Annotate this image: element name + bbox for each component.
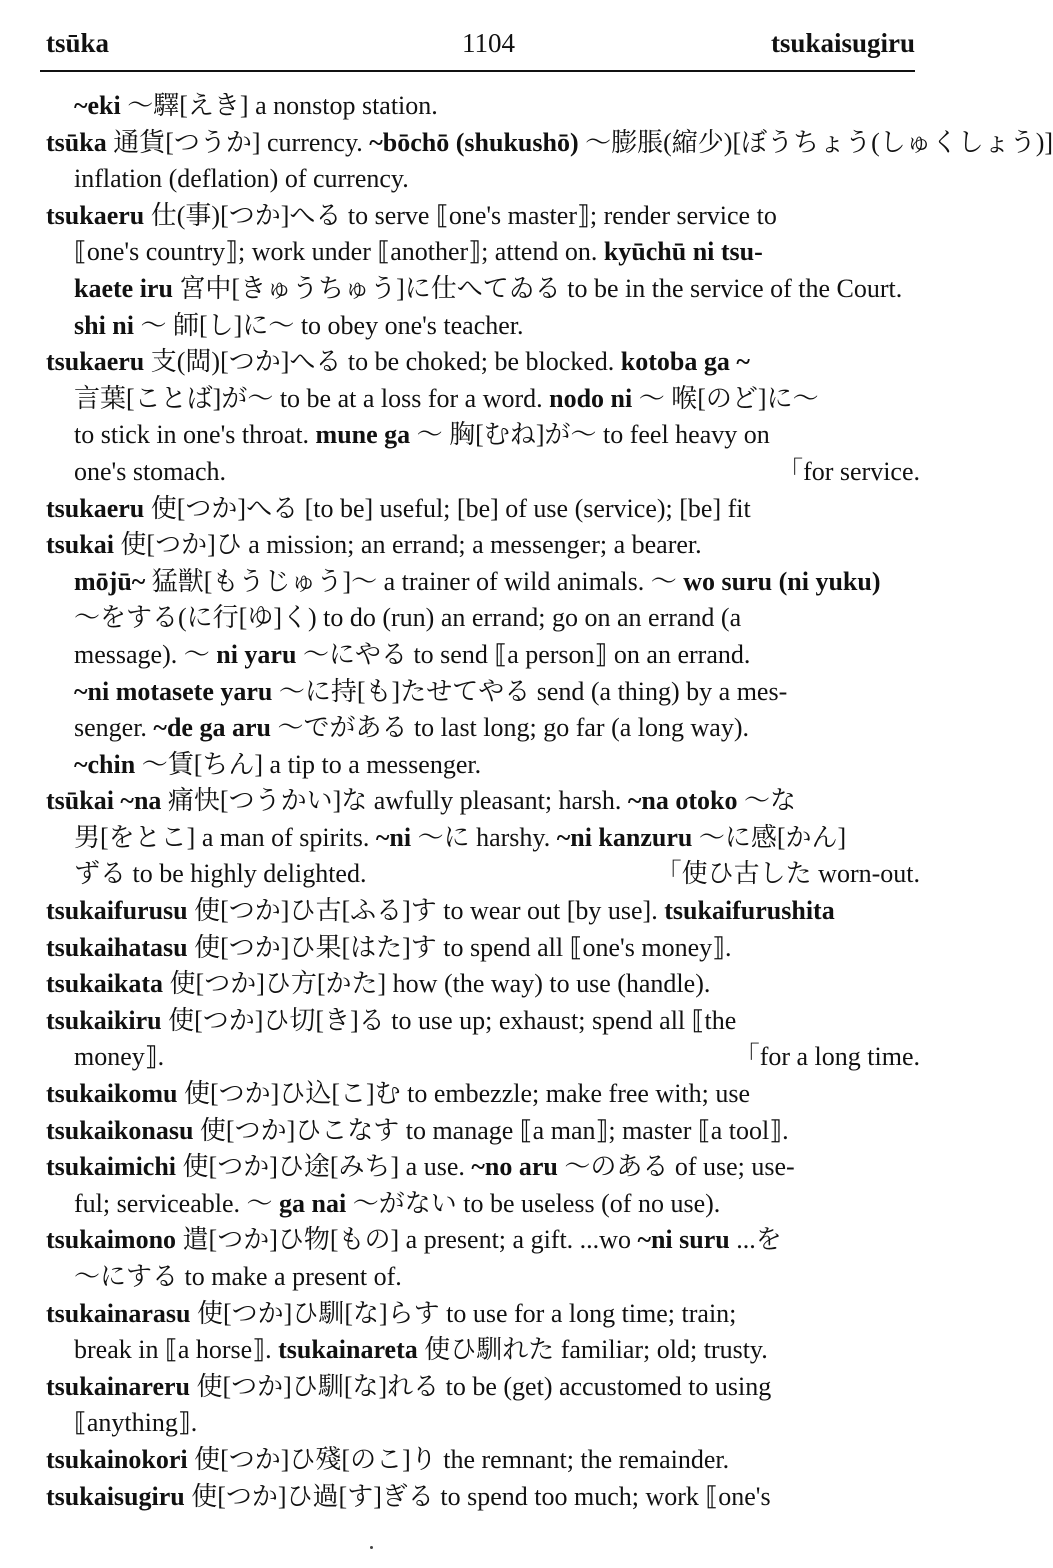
entry-text: 支(閊)[つか]へる to be choked; be blocked. xyxy=(144,347,621,377)
romanized-term: tsukaikiru xyxy=(46,1005,162,1035)
entry-text: message). ～ xyxy=(74,639,217,669)
entry-text: 仕(事)[つか]へる to serve ⟦one's master⟧; render service to xyxy=(144,200,777,230)
entry-text: ～をする(に行[ゆ]く) to do (run) an errand; go on an errand (a xyxy=(74,603,742,633)
entry-headword-line xyxy=(46,125,1053,162)
entry-continuation-line xyxy=(46,381,920,418)
entry-text: 使[つか]ひ a mission; an errand; a messenger; a bearer. xyxy=(113,530,702,560)
entry-text: ～ 師[し]に～ to obey one's teacher. xyxy=(134,310,524,340)
romanized-term: tsukainareta xyxy=(278,1335,418,1365)
entry-text: ～賃[ちん] a tip to a messenger. xyxy=(135,749,482,779)
entry-text: ful; serviceable. ～ xyxy=(74,1188,280,1218)
entry-text: senger. xyxy=(74,713,154,743)
print-speck xyxy=(370,1546,373,1549)
entry-continuation-line xyxy=(46,564,920,601)
entry-continuation-line xyxy=(46,1039,920,1076)
entry-text: 使[つか]ひ途[みち] a use. xyxy=(176,1152,472,1182)
romanized-term: ~na xyxy=(120,786,162,816)
entry-continuation-line xyxy=(46,637,920,674)
entry-headword-line xyxy=(46,1076,920,1113)
entry-text: ～に持[も]たせてやる send (a thing) by a mes- xyxy=(272,676,788,706)
entry-text: 使[つか]ひ殘[のこ]り the remnant; the remainder. xyxy=(187,1444,730,1474)
romanized-term: kyūchū ni tsu- xyxy=(603,237,763,267)
entry-text: to stick in one's throat. xyxy=(74,420,316,450)
entry-continuation-line xyxy=(46,1405,920,1442)
entry-continuation-line xyxy=(46,674,920,711)
romanized-term: tsukaifurusu xyxy=(46,896,188,926)
romanized-term: tsukaisugiru xyxy=(46,1481,185,1511)
entry-continuation-line xyxy=(46,1259,920,1296)
romanized-term: kotoba ga ~ xyxy=(620,347,750,377)
entry-continuation-line xyxy=(46,161,920,198)
entry-headword-line xyxy=(46,1369,920,1406)
romanized-term: ~bōchō (shukushō) xyxy=(369,127,579,157)
entry-text: 言葉[ことば]が～ to be at a loss for a word. xyxy=(74,383,550,413)
entry-headword-line xyxy=(46,1479,920,1516)
entry-text: ～でがある to last long; go far (a long way). xyxy=(270,713,749,743)
entry-text: ～にする to make a present of. xyxy=(74,1262,402,1291)
romanized-term: shi ni xyxy=(74,310,134,340)
entry-text: inflation (deflation) of currency. xyxy=(74,164,409,194)
entry-headword-line xyxy=(46,783,920,820)
romanized-term: tsukaimono xyxy=(46,1225,177,1255)
runover-fragment: 「for service. xyxy=(777,456,920,486)
entry-continuation-line xyxy=(46,820,920,857)
romanized-term: mōjū~ xyxy=(74,566,146,596)
entry-text: 使[つか]へる [to be] useful; [be] of use (service); [be] fit xyxy=(144,493,751,523)
entry-text: ～膨脹(縮少)[ぼうちょう(しゅくしょう)] xyxy=(578,127,1053,157)
romanized-term: tsukai xyxy=(46,530,114,560)
entry-text: ずる to be highly delighted. xyxy=(74,859,367,889)
entry-headword-line xyxy=(46,1113,920,1150)
right-guide-word: tsukaisugiru xyxy=(770,28,915,58)
entry-text: 使[つか]ひ古[ふる]す to wear out [by use]. xyxy=(187,896,665,926)
entry-headword-line xyxy=(46,893,920,930)
romanized-term: tsukaimichi xyxy=(46,1152,177,1182)
romanized-term: tsukaeru xyxy=(46,347,145,377)
romanized-term: tsukaeru xyxy=(46,200,145,230)
dictionary-entries xyxy=(46,88,1053,1515)
entry-text: break in ⟦a horse⟧. xyxy=(74,1335,279,1365)
entry-headword-line xyxy=(46,1149,920,1186)
entry-text: 通貨[つうか] currency. xyxy=(106,127,370,157)
entry-text: ～ 喉[のど]に～ xyxy=(632,383,819,413)
entry-text: 使[つか]ひ果[はた]す to spend all ⟦one's money⟧. xyxy=(187,932,732,962)
entry-headword-line xyxy=(46,930,920,967)
runover-fragment: 「使ひ古した worn-out. xyxy=(655,859,920,889)
page-number: 1104 xyxy=(462,28,515,58)
entry-continuation-line xyxy=(46,710,920,747)
entry-text: money⟧. xyxy=(74,1042,165,1072)
entry-headword-line xyxy=(46,491,920,528)
romanized-term: ~na otoko xyxy=(627,786,738,816)
entry-text: ～がない to be useless (of no use). xyxy=(346,1188,721,1218)
entry-text: 使[つか]ひ方[かた] how (the way) to use (handle). xyxy=(163,969,711,999)
entry-headword-line xyxy=(46,1222,920,1259)
entry-text: ～に感[かん] xyxy=(692,822,847,852)
entry-text: 使[つか]ひこなす to manage ⟦a man⟧; master ⟦a tool⟧. xyxy=(193,1115,789,1145)
romanized-term: tsukainokori xyxy=(46,1444,188,1474)
entry-continuation-line xyxy=(46,1186,920,1223)
romanized-term: ga nai xyxy=(279,1188,347,1218)
romanized-term: tsūka xyxy=(46,127,107,157)
entry-text: ⟦one's country⟧; work under ⟦another⟧; attend on. xyxy=(74,237,604,267)
romanized-term: ~ni xyxy=(375,822,412,852)
entry-continuation-line xyxy=(46,1332,920,1369)
entry-text: 使[つか]ひ馴[な]れる to be (get) accustomed to using xyxy=(190,1371,772,1401)
left-guide-word: tsūka xyxy=(46,28,110,58)
entry-headword-line xyxy=(46,966,920,1003)
entry-continuation-line xyxy=(46,88,920,125)
entry-text: 遣[つか]ひ物[もの] a present; a gift. ...wo xyxy=(176,1225,638,1255)
entry-text: 使[つか]ひ込[こ]む to embezzle; make free with; use xyxy=(177,1079,751,1109)
romanized-term: ~ni motasete yaru xyxy=(74,676,273,706)
entry-text: ～に harshy. xyxy=(411,822,557,852)
entry-headword-line xyxy=(46,1442,920,1479)
entry-text: 使[つか]ひ過[す]ぎる to spend too much; work ⟦one's xyxy=(184,1481,771,1511)
entry-text: 猛獣[もうじゅう]～ a trainer of wild animals. ～ xyxy=(145,566,684,596)
romanized-term: tsūkai xyxy=(46,786,114,816)
entry-continuation-line xyxy=(46,234,920,271)
entry-continuation-line xyxy=(46,600,920,637)
entry-continuation-line xyxy=(46,308,920,345)
romanized-term: tsukaikata xyxy=(46,969,164,999)
entry-headword-line xyxy=(46,198,920,235)
romanized-term: tsukaeru xyxy=(46,493,145,523)
entry-text: ...を xyxy=(729,1225,782,1255)
romanized-term: nodo ni xyxy=(549,383,633,413)
romanized-term: wo suru (ni yuku) xyxy=(683,566,881,596)
entry-text: 宮中[きゅうちゅう]に仕へてゐる to be in the service of the Court. xyxy=(172,273,903,303)
entry-text: 使[つか]ひ馴[な]らす to use for a long time; train; xyxy=(190,1298,737,1328)
entry-continuation-line xyxy=(46,271,920,308)
entry-text: 使ひ馴れた familiar; old; trusty. xyxy=(417,1335,768,1365)
romanized-term: ni yaru xyxy=(216,639,297,669)
entry-continuation-line xyxy=(46,856,920,893)
entry-text: ～な xyxy=(737,786,796,816)
romanized-term: tsukainarasu xyxy=(46,1298,191,1328)
romanized-term: kaete iru xyxy=(74,273,173,303)
entry-headword-line xyxy=(46,527,920,564)
romanized-term: ~ni kanzuru xyxy=(556,822,693,852)
romanized-term: ~chin xyxy=(74,749,136,779)
entry-headword-line xyxy=(46,1296,920,1333)
entry-headword-line xyxy=(46,344,920,381)
entry-continuation-line xyxy=(46,417,920,454)
romanized-term: ~eki xyxy=(74,91,121,120)
entry-text: ～ 胸[むね]が～ to feel heavy on xyxy=(410,420,770,450)
entry-text: 痛快[つうかい]な awfully pleasant; harsh. xyxy=(161,786,628,816)
romanized-term: tsukainareru xyxy=(46,1371,190,1401)
romanized-term: ~ni suru xyxy=(637,1225,730,1255)
romanized-term: ~no aru xyxy=(471,1152,558,1182)
entry-text: ～のある of use; use- xyxy=(557,1152,795,1182)
entry-text: one's stomach. xyxy=(74,456,226,486)
entry-text: 男[をとこ] a man of spirits. xyxy=(74,822,376,852)
entry-continuation-line xyxy=(46,747,920,784)
entry-text: ～にやる to send ⟦a person⟧ on an errand. xyxy=(296,639,751,669)
romanized-term: tsukaifurushita xyxy=(664,896,835,926)
entry-text: ⟦anything⟧. xyxy=(74,1408,198,1438)
romanized-term: tsukaikonasu xyxy=(46,1115,194,1145)
header-rule xyxy=(40,70,915,72)
entry-continuation-line xyxy=(46,454,920,491)
entry-text: 使[つか]ひ切[き]る to use up; exhaust; spend all ⟦the xyxy=(161,1005,737,1035)
entry-headword-line xyxy=(46,1003,920,1040)
romanized-term: tsukaihatasu xyxy=(46,932,188,962)
romanized-term: tsukaikomu xyxy=(46,1079,178,1109)
entry-text: ～驛[えき] a nonstop station. xyxy=(120,91,438,120)
romanized-term: ~de ga aru xyxy=(153,713,271,743)
romanized-term: mune ga xyxy=(315,420,411,450)
runover-fragment: 「for a long time. xyxy=(733,1042,920,1072)
